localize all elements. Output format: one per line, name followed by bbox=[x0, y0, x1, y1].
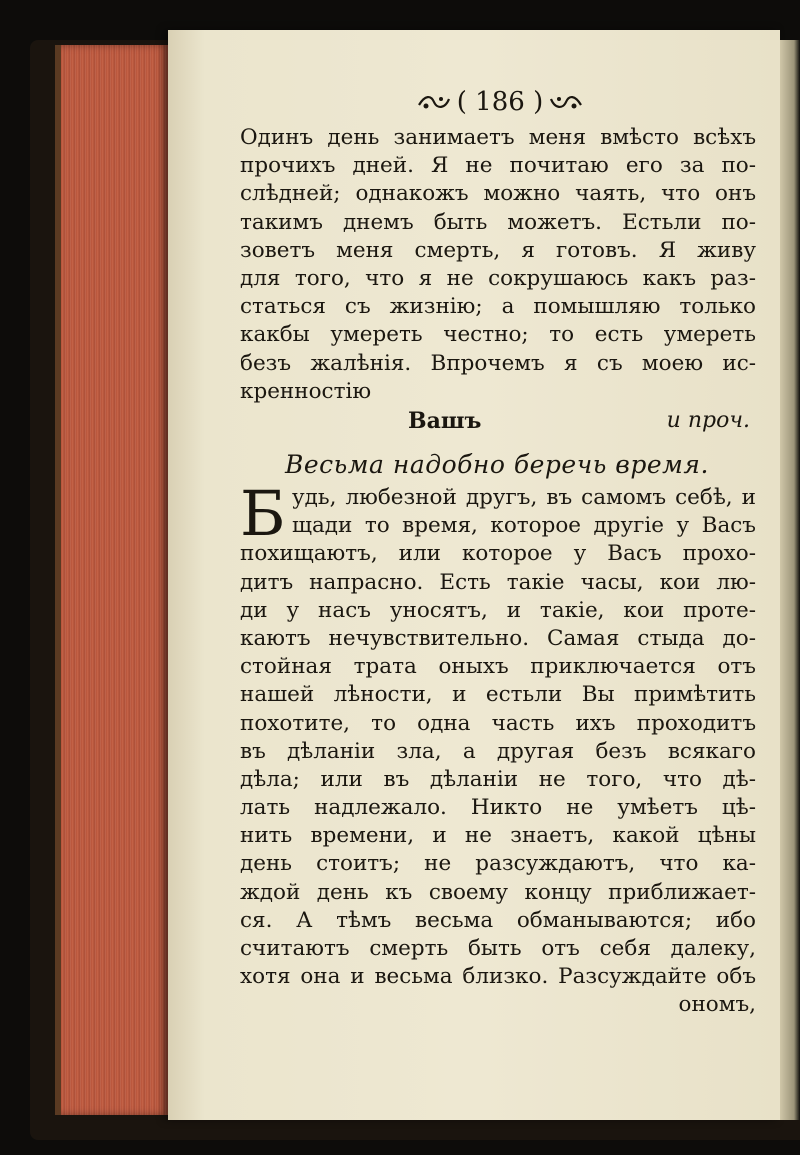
page-header bbox=[400, 82, 600, 122]
text-line: слѣдней; однакожъ можно чаять, что онъ bbox=[240, 181, 756, 207]
text-line: для того, что я не сокрушаюсь какъ раз- bbox=[240, 265, 756, 291]
text-line: день стоитъ; не разсуждаютъ, что ка- bbox=[240, 851, 756, 877]
signature-etc: и проч. bbox=[666, 408, 750, 433]
text-line: похищаютъ, или которое у Васъ прохо- bbox=[240, 541, 756, 567]
page-number: ( 186 ) bbox=[456, 87, 544, 117]
text-line: лать надлежало. Никто не умѣетъ цѣ- bbox=[240, 795, 756, 821]
text-line: въ дѣланіи зла, а другая безъ всякаго bbox=[240, 738, 756, 764]
text-line: Одинъ день занимаетъ меня вмѣсто всѣхъ bbox=[240, 125, 756, 150]
letter-text bbox=[240, 124, 756, 406]
text-line: ди у насъ уносятъ, и такіе, кои проте- bbox=[240, 597, 756, 623]
text-line: такимъ днемъ быть можетъ. Естьли по- bbox=[240, 209, 756, 235]
text-line: щади то время, которое другіе у Васъ bbox=[292, 513, 756, 539]
text-line: статься съ жизнію; а помышляю только bbox=[240, 294, 756, 320]
signature-name: Вашъ bbox=[408, 408, 482, 434]
text-line: нить времени, и не знаетъ, какой цѣны bbox=[240, 823, 756, 849]
signature bbox=[240, 408, 756, 440]
right-ornament-icon bbox=[549, 91, 583, 113]
page-edges bbox=[55, 45, 171, 1115]
text-line: какбы умереть честно; то есть умереть bbox=[240, 322, 756, 348]
text-line: ономъ, bbox=[678, 992, 756, 1018]
text-line: считаютъ смерть быть отъ себя далеку, bbox=[240, 936, 756, 961]
text-line: нашей лѣности, и естьли Вы примѣтить bbox=[240, 682, 756, 708]
text-line: ждой день къ своему концу приближает- bbox=[240, 879, 756, 905]
text-line: удь, любезной другъ, въ самомъ себѣ, и bbox=[292, 485, 756, 510]
page-right-edge bbox=[780, 40, 800, 1120]
text-line: кренностію bbox=[240, 378, 372, 404]
section-body bbox=[240, 477, 756, 1020]
text-line: похотите, то одна часть ихъ проходитъ bbox=[240, 710, 756, 736]
text-line: дитъ напрасно. Есть такіе часы, кои лю- bbox=[240, 569, 756, 595]
text-line: ся. А тѣмъ весьма обманываются; ибо bbox=[240, 907, 756, 933]
text-line: каютъ нечувствительно. Самая стыда до- bbox=[240, 625, 756, 651]
text-line: стойная трата оныхъ приключается отъ bbox=[240, 654, 756, 680]
drop-cap: Б bbox=[240, 477, 286, 550]
text-line: хотя она и весьма близко. Разсуждайте объ bbox=[240, 964, 756, 990]
section-heading: Весьма надобно беречь время. bbox=[285, 450, 709, 479]
text-line: прочихъ дней. Я не почитаю его за по- bbox=[240, 153, 756, 179]
text-line: дѣла; или въ дѣланіи не того, что дѣ- bbox=[240, 766, 756, 792]
left-ornament-icon bbox=[417, 91, 451, 113]
text-line: зоветъ меня смерть, я готовъ. Я живу bbox=[240, 237, 756, 263]
text-line: безъ жалѣнія. Впрочемъ я съ моею ис- bbox=[240, 350, 756, 376]
